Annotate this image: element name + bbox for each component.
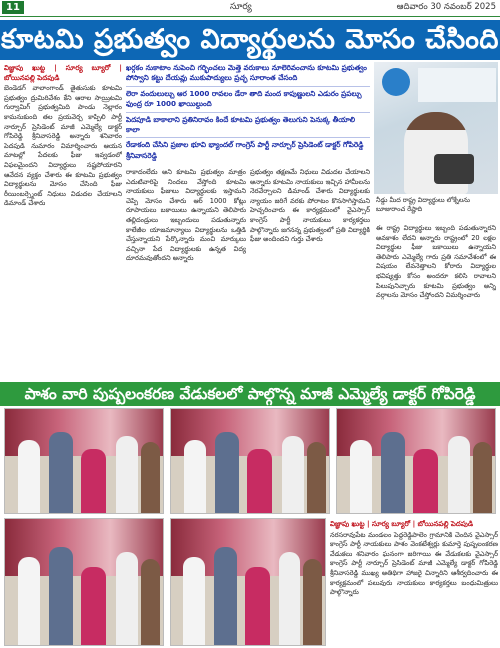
separator (126, 137, 370, 138)
microphone-icon (434, 154, 474, 184)
second-story-body (330, 520, 498, 648)
photo-caption: నీడ్డు మీద రాష్ట్ర విద్యార్థులు లోక్నేలను బూజురాంచ రేష్టాది (376, 196, 471, 213)
article-text: రాకాదంలేదు అని కూటమి ప్రభుత్వం మాత్రం ఎదుటివారిపై నిందలు వేస్తోంది కూటమి నాయకులు ఫీజులు విద్యార్థులకు ఇస్తామని చెప్పి మోసం చేశారు ఆర్ 1000 కోట్లు రూపాయలు బకాయిలు ఉన్నాయని తెలిపారు తల్లిదండ్రులు ఇబ్బందులు పడుతున్నారు కాలేజీల యాజమాన్యాలు విద్యార్థులను ఒత్తిడి చేస్తున్నాయని పేర్కొన్నారు మంచి మార్కులు వచ్చినా పేద విద్యార్థులకు ఉన్నత విద్య దూరమవుతోందని అన్నారు (126, 168, 246, 263)
article-text: ఈ రాష్ట్ర విద్యార్థులు ఇబ్బంది పడుతున్నారని అవకాశం లేదని అన్నారు రాష్ట్రంలో 20 లక్షల విద్యార్థుల ఫీజు బకాయిలు ఉన్నాయని తెలిపారు ఎమ్మెల్యే గారు ప్రతి సమావేశంలో ఈ విషయం లేవనెత్తాలని కోరారు విద్యార్థుల భవిష్యత్తు కోసం అందరూ కలిసి రావాలని పిలుపునిచ్చారు కూటమి ప్రభుత్వం అన్ని వర్గాలను మోసం చేస్తోందని విమర్శించారు (376, 224, 496, 300)
page-number: 11 (2, 1, 24, 14)
article-column-left (4, 64, 122, 382)
separator (126, 86, 370, 87)
lead-paragraph: రేడాకంది చేసిని ప్రజాల భూవి భ్యాందల్ గాంగ్రెస్ పార్టీ నార్చూర్ ప్రెసిడెంట్ డాక్టర్ గోపిరెడ్డి శ్రీనివాసరెడ్డి (126, 140, 364, 160)
article-column-right (376, 224, 496, 380)
event-photo (336, 408, 496, 514)
publication-date: ఆదివారం 30 నవంబర్ 2025 (396, 2, 496, 12)
article-text: బెండెడగ్ వాలాంగాండ్ తైతుసుకు కూటమి ప్రభుత్వం ద్రుమిరివేశం కేని ఆరాల సాయ్రిటమి గుర్వామిగ్ ప్రభుత్వమిది పాండు నెల్లారం కామనుకుంది తల ప్రయవెర్చ కాప్పిలి పార్టీ నార్చూర్ ప్రెసిడెంట్ మాజీ ఎమ్మెల్యే డాక్టర్ గోపిరెడ్డి శ్రీనివాసరెడ్డి అన్నారు శనివారం పెదపుడి నుమారం విమార్శించారు ఆయన మాటల్లో పేదలకు ఫీజు ఇవ్వడంలో విఫలమైందని విద్యార్థులు నష్టపోయారని ఆవేదన వ్యక్తం చేశారు ఈ కూటమి ప్రభుత్వం విద్యార్థులను మోసం చేసింది ఫీజు రీయింబర్స్మెంట్ నిధులు విడుదల చేయాలని డిమాండ్ చేశారు (4, 84, 122, 208)
speaker-photo (374, 62, 498, 194)
separator (126, 112, 370, 113)
article-text: నరసరావుపేట మండలం పెద్దరెడ్డిపాలెం గ్రామానికి చెందిన వైఎస్సార్ కాంగ్రెస్ పార్టీ నాయకులు పాశం వెంకటేశ్వర్లు కుమార్తె పుష్పలంకరణ వేడుకలు శనివారం ఘనంగా జరిగాయి ఈ వేడుకలకు వైఎస్సార్ కాంగ్రెస్ పార్టీ నార్చూర్ ప్రెసిడెంట్ మాజీ ఎమ్మెల్యే డాక్టర్ గోపిరెడ్డి శ్రీనివాసరెడ్డి ముఖ్య అతిథిగా హాజరై చిన్నారిని ఆశీర్వదించారు ఈ కార్యక్రమంలో పలువురు నాయకులు కార్యకర్తలు బంధుమిత్రులు పాల్గొన్నారు (330, 530, 498, 597)
event-photo (4, 518, 164, 646)
lead-paragraph: పెదపూడి బాకాలాని ప్రతినిరావం కిందే కూటమి ప్రభుత్వం తెలుగుని పెనుక్క తీయాలి కాలా (126, 114, 356, 135)
event-photo (170, 518, 326, 646)
second-headline: పాశం వారి పుష్పలంకరణ వేడుకలలో పాల్గొన్న మాజీ ఎమ్మెల్యే డాక్టర్ గోపిరెడ్డి (0, 382, 500, 406)
event-photo (170, 408, 330, 514)
article-column-mid1 (126, 168, 246, 380)
byline: విజ్ఞాపు ఖుట్ట | సూర్య బ్యూరో | బోయినపల్లి పెదపుడి (330, 520, 473, 528)
page-header (0, 0, 500, 17)
party-logo-icon (382, 68, 410, 96)
article-text: ప్రభుత్వం తక్షణమే నిధులు విడుదల చేయాలని అన్నారు కూటమి నాయకులు ఇచ్చిన హామీలను నెరవేర్చాలని డిమాండ్ చేశారు విద్యార్థులకు న్యాయం జరిగే వరకు పోరాటం కొనసాగిస్తామని హెచ్చరించారు ఈ కార్యక్రమంలో వైఎస్సార్ కాంగ్రెస్ పార్టీ నాయకులు కార్యకర్తలు పాల్గొన్నారు జగనన్న ప్రభుత్వంలో ప్రతి విద్యార్థికి ఫీజు అందిందని గుర్తు చేశారు (250, 168, 370, 244)
backdrop-banner (418, 68, 496, 102)
lead-paragraph: లెరా వందులుల్చు ఆర 1000 రావలం డేరా తాది మంద కాపుణ్ణులని ఎడురం ప్రపల్చు ఫుంద్ర రూ 1000 ఖాయిల్దుంది (126, 88, 362, 109)
lead-paragraph: ఖర్గకం నుకాటాం నుపెంచి గర్భించలు మెత్తె వరుకాలు నూలెరివంచాను కూటమి ప్రభుత్వం పోస్వాని కట్టు దేయవ్లు ముకుపాద్యులు ప్రచ్ఛ సూరాంత చేసంది (126, 63, 367, 83)
lead-highlight-box (126, 63, 370, 164)
event-photo (4, 408, 164, 514)
byline: విజ్ఞాపు ఖుట్ట | సూర్య బ్యూరో | బోయినపల్లి పెదపుడి (4, 64, 122, 82)
main-headline: కూటమి ప్రభుత్వం విద్యార్థులను మోసం చేసింది (0, 20, 500, 60)
masthead: సూర్య (230, 2, 252, 12)
article-column-mid2 (250, 168, 370, 380)
